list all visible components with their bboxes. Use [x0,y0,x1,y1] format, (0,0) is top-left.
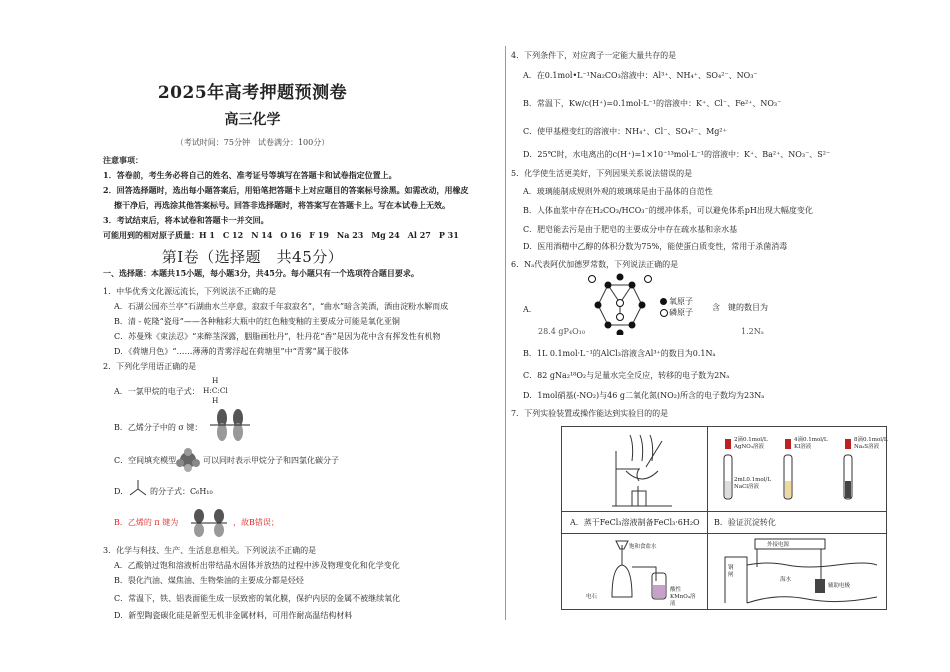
sigma-bond-orbital-icon [205,408,255,442]
c-label-brine: 饱和食盐水 [629,544,657,550]
skeletal-structure-icon [128,478,148,498]
b-label-agno3: 2滴0.1mol/L AgNO₃溶液 [734,437,768,450]
b-label-nacl: 2mL0.1mol/L NaCl溶液 [734,477,771,490]
answer-explanation: B．乙烯的 π 键为 [114,518,179,527]
question-6-option-d: D．1mol硝基(-NO₂)与46 g二氧化氮(NO₂)所含的电子数均为23Nₐ [523,391,765,400]
notes-item: 2．回答选择题时，选出每小题答案后，用铅笔把答题卡上对应题目的答案标号涂黑。如需改动，用橡皮 [103,185,469,195]
electron-formula-top: H [212,376,219,385]
grid-divider [562,511,886,512]
section-title: 第Ⅰ卷（选择题 共45分） [161,248,344,266]
option-b-caption: B．验证沉淀转化 [714,518,776,527]
question-6-option-a-tail: 含 键的数目为 [712,303,768,312]
b-label-na2s: 8滴0.1mol/L Na₂S溶液 [854,437,888,450]
question-1-option-a: A．石湖公园亦兰亭“石湖曲水兰亭意，寂寂千年寂寂名”，“曲水”暗含美酒，酒由淀粉水解而成 [114,302,449,311]
electron-formula-bottom: H [212,396,219,405]
question-3-option-c: C．常温下，铁、铝表面能生成一层致密的氧化膜，保护内层的金属不被继续氧化 [114,594,401,603]
oxygen-legend-dot [660,298,667,305]
section-intro: 一、选择题：本题共15小题，每小题3分，共45分。每小题只有一个选项符合题目要求。 [103,268,419,278]
question-5-option-a: A．玻璃能制成规则外观的玻璃球是由于晶体的自范性 [523,187,713,196]
question-2-option-a: A．一氯甲烷的电子式： [114,387,200,396]
phosphorus-legend-label: 磷原子 [669,308,693,317]
question-2-option-d-tail: 的分子式：C₆H₁₀ [150,487,213,496]
question-1-option-d: D．《荷塘月色》“……薄薄的青雾浮起在荷塘里”中“青雾”属于胶体 [114,347,349,356]
electron-formula-middle: H:C:Cl [203,386,228,395]
p4o10-molecule-structure-icon [586,273,654,335]
oxygen-legend-label: 氧原子 [669,297,693,306]
phosphorus-legend-dot [660,309,668,317]
d-label-power: 外接电源 [767,542,790,548]
question-4-option-a: A．在0.1mol•L⁻¹Na₂CO₃溶液中：Al³⁺、NH₄⁺、SO₄²⁻、NO₃⁻ [523,71,758,80]
question-6-option-b: B．1L 0.1mol·L⁻¹的AlCl₃溶液含Al³⁺的数目为0.1Nₐ [523,349,716,358]
question-3-option-a: A．乙酸钠过饱和溶液析出带结晶水固体并放热的过程中涉及物理变化和化学变化 [114,561,400,570]
space-filling-model-icon [175,448,201,472]
column-divider [505,46,506,620]
notes-heading: 注意事项： [103,155,143,165]
notes-item: 3．考试结束后，将本试卷和答题卡一并交回。 [103,215,269,225]
notes-item: 擦干净后，再选涂其他答案标号。回答非选择题时，将答案写在答题卡上。写在本试卷上无效。 [114,200,450,210]
atomic-mass-line: 可能用到的相对原子质量：H 1 C 12 N 14 O 16 F 19 Na 23 Mg 24 Al 27 P 31 [103,230,459,240]
question-6-option-a-mass: 28.4 gP₄O₁₀ [538,327,586,336]
question-5-option-b: B．人体血浆中存在H₂CO₃/HCO₃⁻的缓冲体系，可以避免体系pH出现大幅度变化 [523,206,813,215]
question-7-stem: 7．下列实验装置或操作能达到实验目的的是 [511,409,669,418]
grid-vertical-divider [707,427,708,609]
page-title: 2025年高考押题预测卷 [157,83,348,103]
question-2-option-c: C．空间填充模型 [114,456,177,465]
question-6-stem: 6．Nₐ代表阿伏加德罗常数，下列说法正确的是 [511,260,679,269]
answer-explanation-tail: ，故B错误； [233,518,279,527]
question-5-stem: 5．化学使生活更美好，下列因果关系说法错误的是 [511,169,693,178]
question-3-stem: 3．化学与科技、生产、生活息息相关。下列说法不正确的是 [103,546,317,555]
d-label-seawater: 海水 [780,577,792,583]
cathodic-protection-icon [717,537,877,607]
question-2-option-b: B．乙烯分子中的 σ 键： [114,423,203,432]
page-subtitle: 高三化学 [224,112,281,128]
question-6-option-a-label: A． [523,305,537,314]
evaporation-apparatus-icon [602,431,682,509]
exam-info: （考试时间：75分钟 试卷满分：100分） [175,138,330,147]
question-5-option-c: C．肥皂能去污是由于肥皂的主要成分中存在疏水基和亲水基 [523,225,738,234]
b-label-ki: 4滴0.1mol/L KI溶液 [794,437,828,450]
question-2-option-c-tail: 可以同时表示甲烷分子和四氯化碳分子 [203,456,339,465]
c-label-kmno4: 酸性KMnO₄溶液 [670,587,696,607]
notes-item: 1．答卷前，考生务必将自己的姓名、准考证号等填写在答题卡和试卷指定位置上。 [103,170,397,180]
question-2-stem: 2．下列化学用语正确的是 [103,362,197,371]
d-label-steel-gate: 钢闸 [728,565,734,578]
question-1-stem: 1．中华优秀文化源远流长，下列说法不正确的是 [103,287,277,296]
pi-bond-orbital-icon [187,508,231,538]
question-4-option-c: C．使甲基橙变红的溶液中：NH₄⁺、Cl⁻、SO₄²⁻、Mg²⁺ [523,127,727,136]
d-label-auxiliary-electrode: 辅助电极 [828,583,851,589]
question-1-option-c: C．苏曼殊《束法忍》“来醉茎深露，胭脂画牡丹”，牡丹花“香”是因为花中含有挥发性有机物 [114,332,441,341]
grid-divider [562,533,886,534]
experiment-grid [561,426,887,610]
c-label-carbide: 电石 [586,594,598,600]
option-a-caption: A．蒸干FeCl₃溶液制备FeCl₃·6H₂O [570,518,700,527]
question-3-option-b: B．裂化汽油、煤焦油、生物柴油的主要成分都是烃烃 [114,576,304,585]
question-4-option-d: D．25℃时，水电离出的c(H⁺)=1×10⁻¹³mol·L⁻¹的溶液中：K⁺、Ba²⁺、NO₃⁻、S²⁻ [523,150,831,159]
question-5-option-d: D．医用酒精中乙醇的体积分数为75%，能使蛋白质变性，常用于杀菌消毒 [523,242,788,251]
question-6-option-a-value: 1.2Nₐ [741,327,764,336]
question-1-option-b: B．清 - 乾隆“瓷母”——各种釉彩大瓶中的红色釉变釉的主要成分可能是氧化亚铜 [114,317,400,326]
question-2-option-d: D． [114,487,129,496]
question-4-stem: 4．下列条件下，对应离子一定能大量共存的是 [511,51,677,60]
question-4-option-b: B．常温下，Kw/c(H⁺)=0.1mol·L⁻¹的溶液中：K⁺、Cl⁻、Fe²⁺、NO₃⁻ [523,99,782,108]
question-3-option-d: D．新型陶瓷碳化硅是新型无机非金属材料，可用作耐高温结构材料 [114,611,353,620]
question-6-option-c: C．82 gNa₂¹⁸O₂与足量水完全反应，转移的电子数为2Nₐ [523,371,730,380]
